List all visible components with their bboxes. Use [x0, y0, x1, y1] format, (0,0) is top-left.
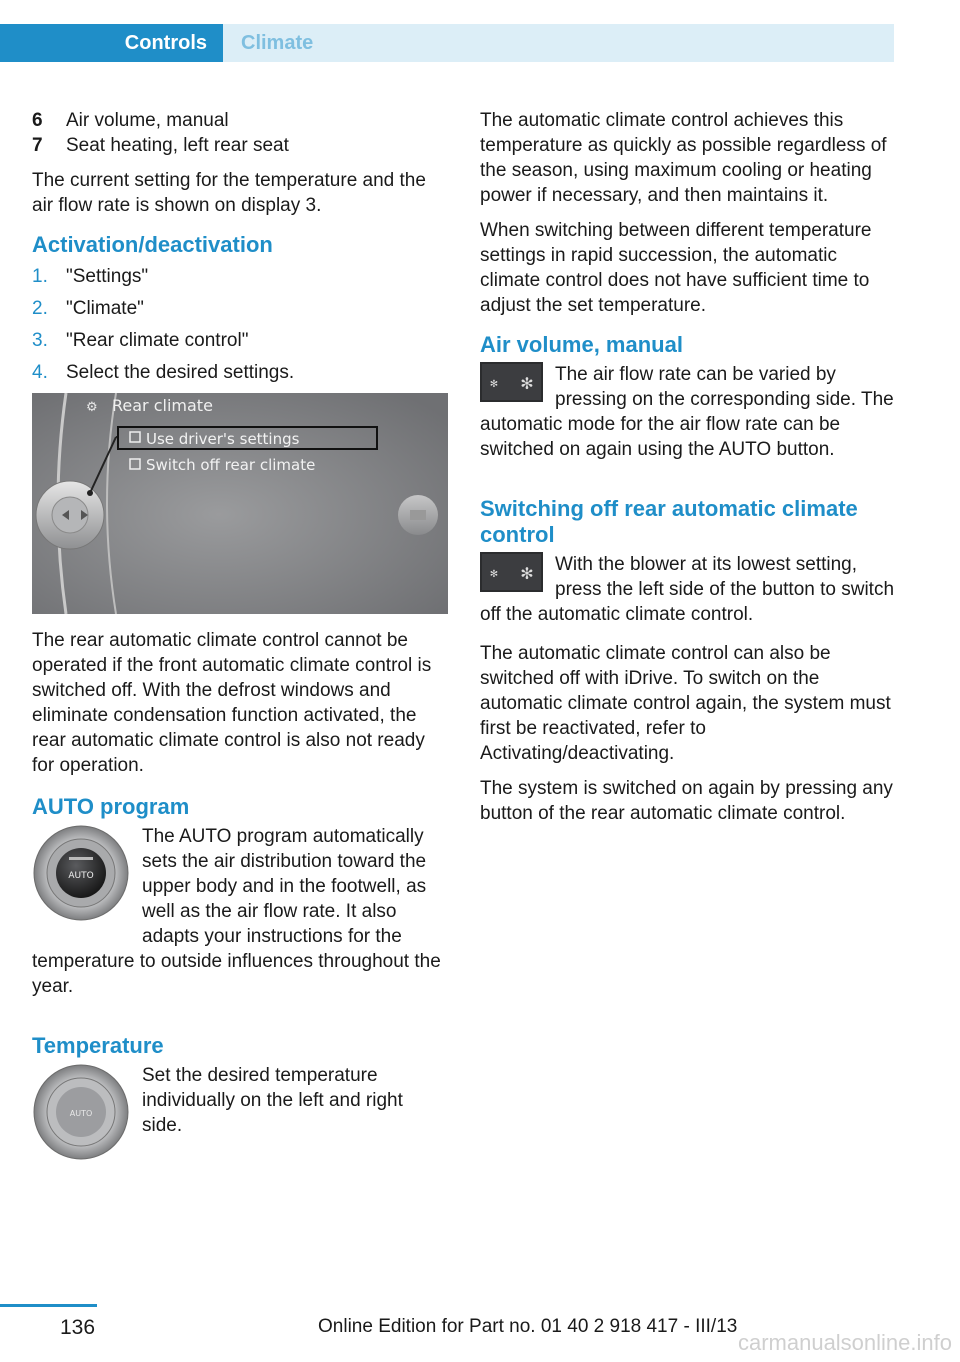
watermark: carmanualsonline.info: [737, 1330, 952, 1355]
switch-off-heading: Switching off rear automatic climate control: [480, 496, 858, 547]
item-text: Seat heating, left rear seat: [66, 135, 289, 156]
auto-button-image: [32, 824, 130, 922]
step-item: [32, 296, 448, 321]
page-number: 136: [60, 1316, 96, 1339]
step-text: "Climate": [66, 298, 144, 319]
rear-note-paragraph: The rear automatic climate control cannot be operated if the front automatic climate control is switched off. With the defrost windows and eliminate condensation function activated, the rear automatic climate control is also not ready for operation.: [32, 630, 432, 776]
step-number: 1.: [32, 266, 48, 287]
tab-controls[interactable]: Controls: [0, 24, 223, 62]
auto-program-paragraph: The AUTO program automatically sets the air distribution toward the upper body and in the footwell, as well as the air flow rate. It also adapts your instructions for the temperature to outside influences throughout the year.: [32, 826, 441, 997]
paragraph-idrive: The automatic climate control can also be switched off with iDrive. To switch on the automatic climate control again, the system must first be reactivated, refer to Activating/deactivating.: [480, 643, 891, 764]
paragraph-switched-on: The system is switched on again by pressing any button of the rear automatic climate control.: [480, 778, 893, 824]
tab-climate[interactable]: Climate: [223, 24, 894, 62]
small-fan-icon: ✻: [489, 379, 499, 390]
idrive-screen-image: [32, 393, 448, 614]
temperature-paragraph: Set the desired temperature individually on the left and right side.: [142, 1065, 403, 1136]
auto-program-heading: AUTO program: [32, 794, 190, 819]
right-column: [480, 108, 896, 836]
left-column: [32, 108, 448, 1165]
activation-heading: Activation/deactivation: [32, 232, 273, 257]
auto-button-label: AUTO: [68, 871, 94, 881]
temperature-knob-image: [32, 1063, 130, 1161]
step-text: "Settings": [66, 266, 149, 287]
screen-option-switch-off: Switch off rear climate: [146, 456, 316, 474]
screen-option-drivers-settings: Use driver's settings: [146, 430, 300, 448]
blower-button-image: [480, 552, 543, 592]
item-number: 7: [32, 135, 43, 156]
step-number: 2.: [32, 298, 48, 319]
large-fan-icon: ✻: [520, 374, 534, 393]
step-item: [32, 360, 448, 385]
item-number: 6: [32, 110, 43, 131]
temperature-heading: Temperature: [32, 1033, 164, 1058]
svg-text:⚙: ⚙: [86, 400, 98, 415]
step-number: 3.: [32, 330, 48, 351]
temperature-knob-label: AUTO: [69, 1109, 93, 1118]
step-text: "Rear climate control": [66, 330, 249, 351]
switch-off-paragraph: With the blower at its lowest setting, press the left side of the button to switch off the automatic climate control.: [480, 554, 895, 625]
screen-title: Rear climate: [112, 396, 213, 415]
paragraph-switching: When switching between different temperature settings in rapid succession, the automatic climate control does not have sufficient time to adjust the set temperature.: [480, 220, 872, 316]
step-number: 4.: [32, 362, 48, 383]
step-text: Select the desired settings.: [66, 362, 295, 383]
step-item: [32, 264, 448, 289]
list-item: [32, 108, 448, 133]
edition-footer: Online Edition for Part no. 01 40 2 918 417 - III/13: [318, 1316, 738, 1337]
small-fan-icon: ✻: [489, 569, 499, 580]
step-item: [32, 328, 448, 353]
large-fan-icon: ✻: [520, 564, 534, 583]
footer-accent-line: [0, 1304, 97, 1307]
air-volume-button-image: [480, 362, 543, 402]
air-volume-heading: Air volume, manual: [480, 332, 683, 357]
header: [0, 0, 894, 62]
paragraph-achieves: The automatic climate control achieves this temperature as quickly as possible regardless of the season, using maximum cooling or heating power if necessary, and then maintains it.: [480, 110, 887, 206]
intro-paragraph: The current setting for the temperature and the air flow rate is shown on display 3.: [32, 170, 426, 216]
list-item: [32, 133, 448, 158]
air-volume-paragraph: The air flow rate can be varied by pressing on the corresponding side. The automatic mode for the air flow rate can be switched on again using the AUTO button.: [480, 364, 894, 460]
item-text: Air volume, manual: [66, 110, 229, 131]
